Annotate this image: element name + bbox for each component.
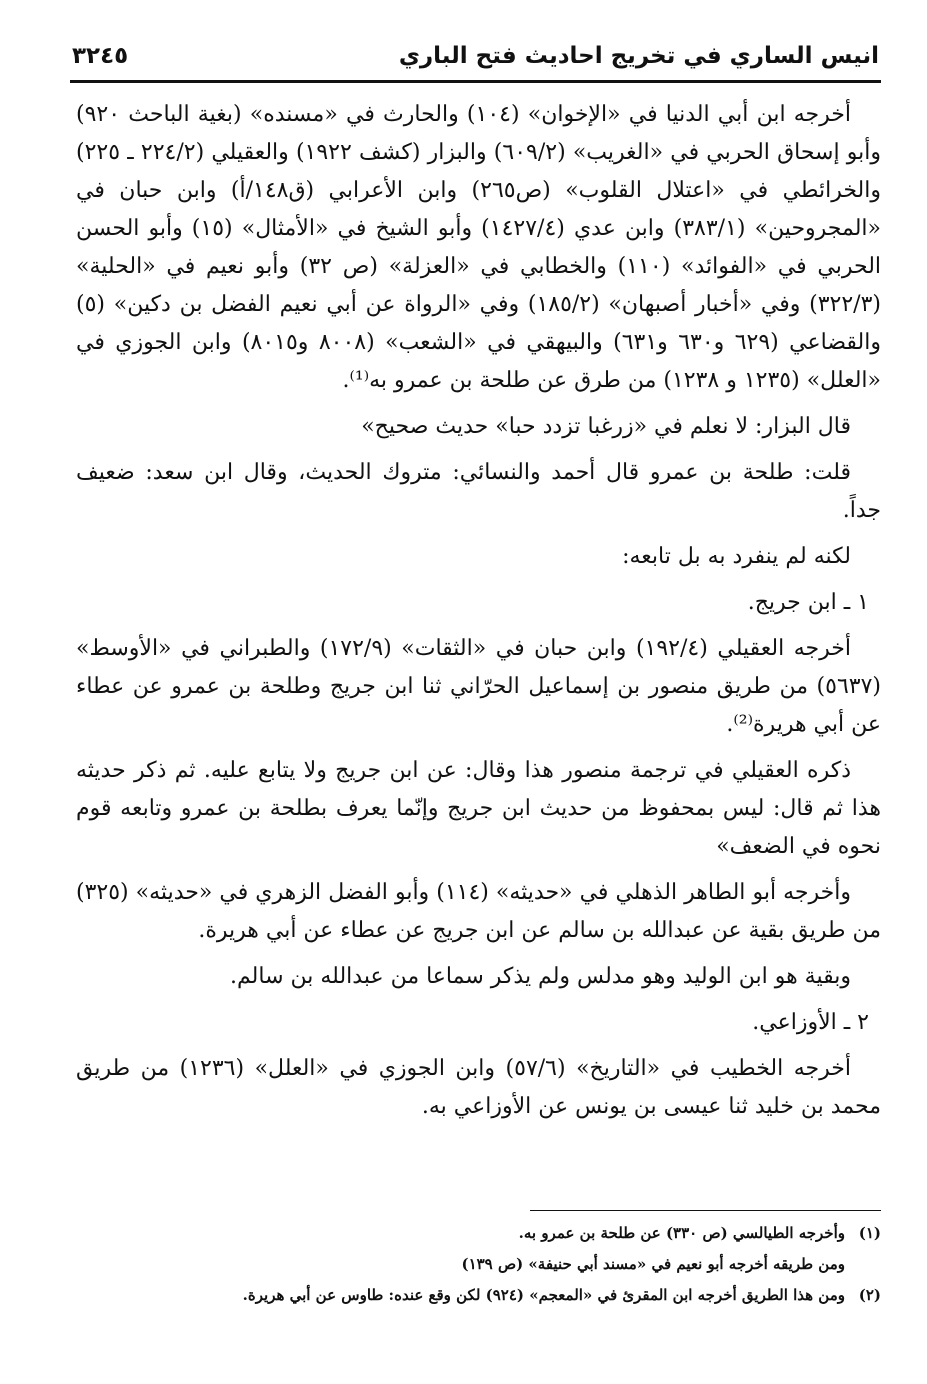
paragraph-takhrij: أخرجه ابن أبي الدنيا في «الإخوان» (١٠٤) والحارث في «مسنده» (بغية الباحث ٩٢٠) وأبو إسحاق الحربي في «الغريب» (٦٠٩/٢) والبزار (كشف ١٩٢٢) والعقيلي (٢٢٤/٢ ـ ٢٢٥) والخرائطي في «اعتلال القلوب» (ص٢٦٥) وابن الأعرابي (ق١٤٨/أ) وابن حبان في «المجروحين» (٣٨٣/١) وابن عدي (١٤٢٧/٤) وأبو الشيخ في «الأمثال» (١٥) وأبو الحسن الحربي في «الفوائد» (١١٠) والخطابي في «العزلة» (ص ٣٢) وأبو نعيم في «الحلية» (٣٢٢/٣) وفي «أخبار أصبهان» (١٨٥/٢) وفي «الرواة عن أبي نعيم الفضل بن دكين» (٥) والقضاعي (٦٢٩ و٦٣٠ و٦٣١) والبيهقي في «الشعب» (٨٠٠٨ و٨٠١٥) وابن الجوزي في «العلل» (١٢٣٥ و ١٢٣٨) من طرق عن طلحة بن عمرو به⁽¹⁾.: [76, 102, 882, 393]
footnote-rule: [530, 1210, 881, 1211]
page-number: ٣٢٤٥: [72, 43, 129, 69]
footnotes: [80, 1218, 881, 1311]
footnote-2-number: (٢): [858, 1286, 881, 1304]
footnote-1-number: (١): [858, 1224, 881, 1242]
footnote-2: [80, 1280, 881, 1311]
paragraph-mutabaa: لكنه لم ينفرد به بل تابعه:: [622, 544, 851, 569]
paragraph-baqiyya: وبقية هو ابن الوليد وهو مدلس ولم يذكر سماعا من عبدالله بن سالم.: [230, 964, 851, 989]
running-header: [72, 36, 879, 76]
paragraph-khatib: أخرجه الخطيب في «التاريخ» (٥٧/٦) وابن الجوزي في «العلل» (١٢٣٦) من طريق محمد بن خليد ثنا عيسى بن يونس عن الأوزاعي به.: [76, 1056, 881, 1119]
paragraph-bazzar: قال البزار: لا نعلم في «زرغبا تزدد حبا» حديث صحيح»: [361, 414, 851, 439]
item-awzai: ٢ ـ الأوزاعي.: [752, 1010, 869, 1035]
paragraph-uqayli: أخرجه العقيلي (١٩٢/٤) وابن حبان في «الثقات» (١٧٢/٩) والطبراني في «الأوسط» (٥٦٣٧) من طريق منصور بن إسماعيل الحرّاني ثنا ابن جريج وطلحة بن عمرو عن عطاء عن أبي هريرة⁽²⁾.: [76, 636, 881, 737]
main-text: [76, 96, 881, 1134]
footnote-1: [80, 1218, 881, 1249]
item-ibn-jurayj: ١ ـ ابن جريج.: [747, 590, 869, 615]
footnote-1-continuation: ومن طريقه أخرجه أبو نعيم في «مسند أبي حنيفة» (ص ١٣٩): [461, 1255, 845, 1273]
paragraph-dhikr: ذكره العقيلي في ترجمة منصور هذا وقال: عن ابن جريج ولا يتابع عليه. ثم ذكر حديثه هذا ثم قال: ليس بمحفوظ من حديث ابن جريج وإنّما يعرف بطلحة بن عمرو وتابعه قوم نحوه في الضعف»: [76, 758, 881, 859]
paragraph-dhuhli: وأخرجه أبو الطاهر الذهلي في «حديثه» (١١٤) وأبو الفضل الزهري في «حديثه» (٣٢٥) من طريق بقية عن عبدالله بن سالم عن ابن جريج عن عطاء عن أبي هريرة.: [76, 880, 881, 943]
paragraph-qultu: قلت: طلحة بن عمرو قال أحمد والنسائي: متروك الحديث، وقال ابن سعد: ضعيف جداً.: [76, 460, 881, 523]
header-rule: [70, 80, 881, 83]
running-title: انيس الساري في تخريج احاديث فتح الباري: [398, 43, 879, 69]
footnote-2-text: ومن هذا الطريق أخرجه ابن المقرئ في «المعجم» (٩٢٤) لكن وقع عنده: طاوس عن أبي هريرة.: [242, 1286, 845, 1304]
footnote-1-text: وأخرجه الطيالسي (ص ٣٣٠) عن طلحة بن عمرو به.: [518, 1224, 845, 1242]
